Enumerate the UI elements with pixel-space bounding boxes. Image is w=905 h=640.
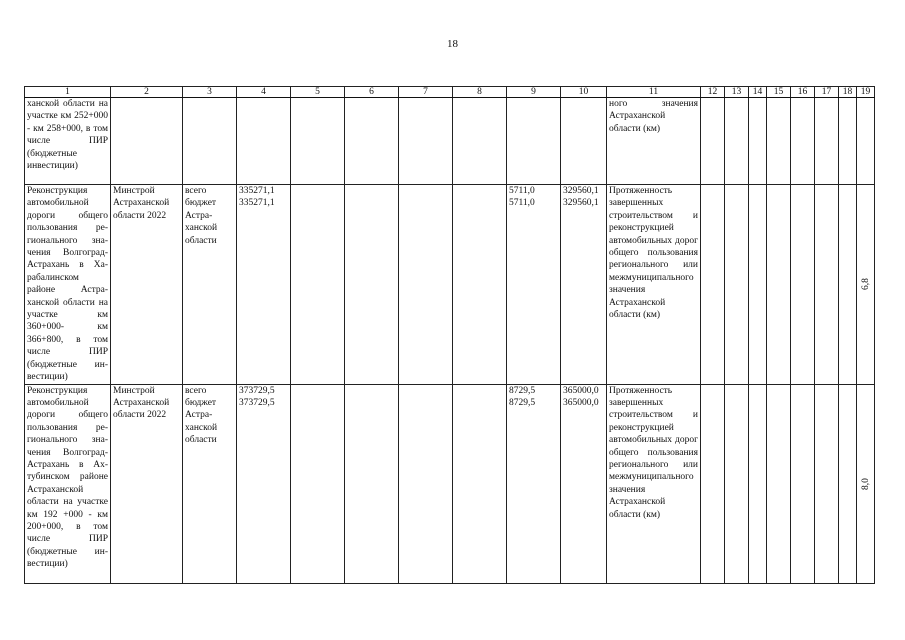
total-cost (237, 98, 291, 185)
value-col10: 365000,0 365000,0 (561, 384, 607, 583)
executor (111, 98, 183, 185)
col-header: 11 (607, 87, 701, 98)
col-header: 6 (345, 87, 399, 98)
col-header: 15 (767, 87, 791, 98)
funding-source-budget: бюджет Астраханской области (185, 397, 218, 446)
total-cost: 335271,1 335271,1 (237, 185, 291, 385)
value-col9 (507, 98, 561, 185)
table-row (25, 185, 875, 385)
indicator-value: 6,8 (857, 185, 875, 385)
funding-source-total: всего (185, 385, 207, 396)
header-row (25, 87, 875, 98)
col-header: 8 (453, 87, 507, 98)
funding-source-total: всего (185, 186, 207, 196)
indicator: Протяженность завершенных строительством и реконструкцией автомобильных дорог общего пользования регионального или межмуниципального значения Астраханской области (км) (607, 384, 701, 583)
col-header: 13 (725, 87, 749, 98)
table-row (25, 98, 875, 185)
table-row (25, 384, 875, 583)
value-col10: 329560,1 329560,1 (561, 185, 607, 385)
object-name: Реконструкция автомобильной дороги общего пользования регионального значения Волгоград-Астрахань в Ахтубинском районе Астраханской области на участке км 192 +000 - км 200+000, в том числе ПИР (бюджетные инвестиции) (25, 384, 111, 583)
col-header: 18 (839, 87, 857, 98)
budget-table (24, 86, 875, 584)
col-header: 12 (701, 87, 725, 98)
col-header: 19 (857, 87, 875, 98)
indicator-value (857, 98, 875, 185)
funding-source (183, 384, 237, 583)
indicator: Протяженность завершенных строительством и реконструкцией автомобильных дорог общего пользования регионального или межмуниципального значения Астраханской области (км) (607, 185, 701, 385)
col-header: 5 (291, 87, 345, 98)
col-header: 10 (561, 87, 607, 98)
col-header: 16 (791, 87, 815, 98)
funding-source (183, 185, 237, 385)
executor: Минстрой Астраханской области 2022 (111, 185, 183, 385)
funding-source-budget: бюджет Астраханской области (185, 198, 218, 246)
value-col9: 5711,0 5711,0 (507, 185, 561, 385)
col-header: 3 (183, 87, 237, 98)
col-header: 7 (399, 87, 453, 98)
col-header: 2 (111, 87, 183, 98)
executor: Минстрой Астраханской области 2022 (111, 384, 183, 583)
col-header: 17 (815, 87, 839, 98)
col-header: 9 (507, 87, 561, 98)
indicator: ного значения Астраханской области (км) (607, 98, 701, 185)
value-col9: 8729,5 8729,5 (507, 384, 561, 583)
col-header: 4 (237, 87, 291, 98)
object-name: ханской области на участке км 252+000 - км 258+000, в том числе ПИР (бюджетные инвестиции) (25, 98, 111, 185)
indicator-value: 8,0 (857, 384, 875, 583)
col-header: 14 (749, 87, 767, 98)
page-number: 18 (447, 38, 458, 50)
funding-source (183, 98, 237, 185)
value-col10 (561, 98, 607, 185)
object-name: Реконструкция автомобильной дороги общего пользования регионального значения Волгоград-Астрахань в Харабалинском районе Астраханской области на участке км 360+000- км 366+800, в том числе ПИР (бюджетные инвестиции) (25, 185, 111, 385)
col-header: 1 (25, 87, 111, 98)
total-cost: 373729,5 373729,5 (237, 384, 291, 583)
